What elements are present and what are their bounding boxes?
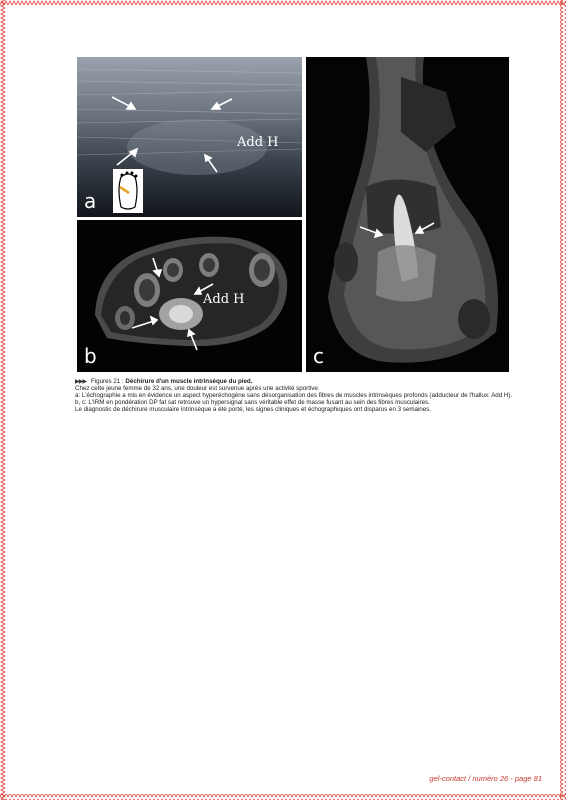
figure-caption (75, 379, 515, 414)
add-h-label-panel-a: Add H (237, 135, 279, 150)
caption-title: Déchirure d'un muscle intrinsèque du pied. (125, 378, 253, 385)
add-h-label-panel-b: Add H (203, 292, 245, 307)
caption-prefix: Figures 21 : (91, 378, 124, 385)
triple-arrow-icon: ▶▶▶ (75, 378, 87, 385)
mri-sagittal-image-panel-c (306, 57, 509, 372)
mri-axial-image-panel-b (77, 220, 302, 372)
caption-line: Chez cette jeune femme de 32 ans, une douleur est survenue après une activité sportive. (75, 384, 320, 392)
foot-diagram-icon (113, 169, 143, 213)
caption-line: Le diagnostic de déchirure musculaire intrinsèque a été porté, les signes cliniques et échographiques ont disparus en 3 semaines. (75, 405, 431, 413)
caption-line: b, c: L'IRM en pondération DP fat sat retrouve un hypersignal sans véritable effet de masse fusant au sein des fibres musculaires. (75, 398, 430, 406)
page-footer: gel-contact / numéro 26 - page 81 (429, 774, 542, 783)
panel-letter-c: c (313, 344, 324, 368)
panel-letter-b: b (84, 344, 97, 368)
caption-line: a: L'échographie a mis en évidence un aspect hyperéchogène sans désorganisation des fibres de muscles intrinsèques profonds (adducteur de l'hallux: Add H). (75, 391, 513, 399)
ultrasound-image-panel-a (77, 57, 302, 217)
panel-letter-a: a (84, 189, 97, 213)
